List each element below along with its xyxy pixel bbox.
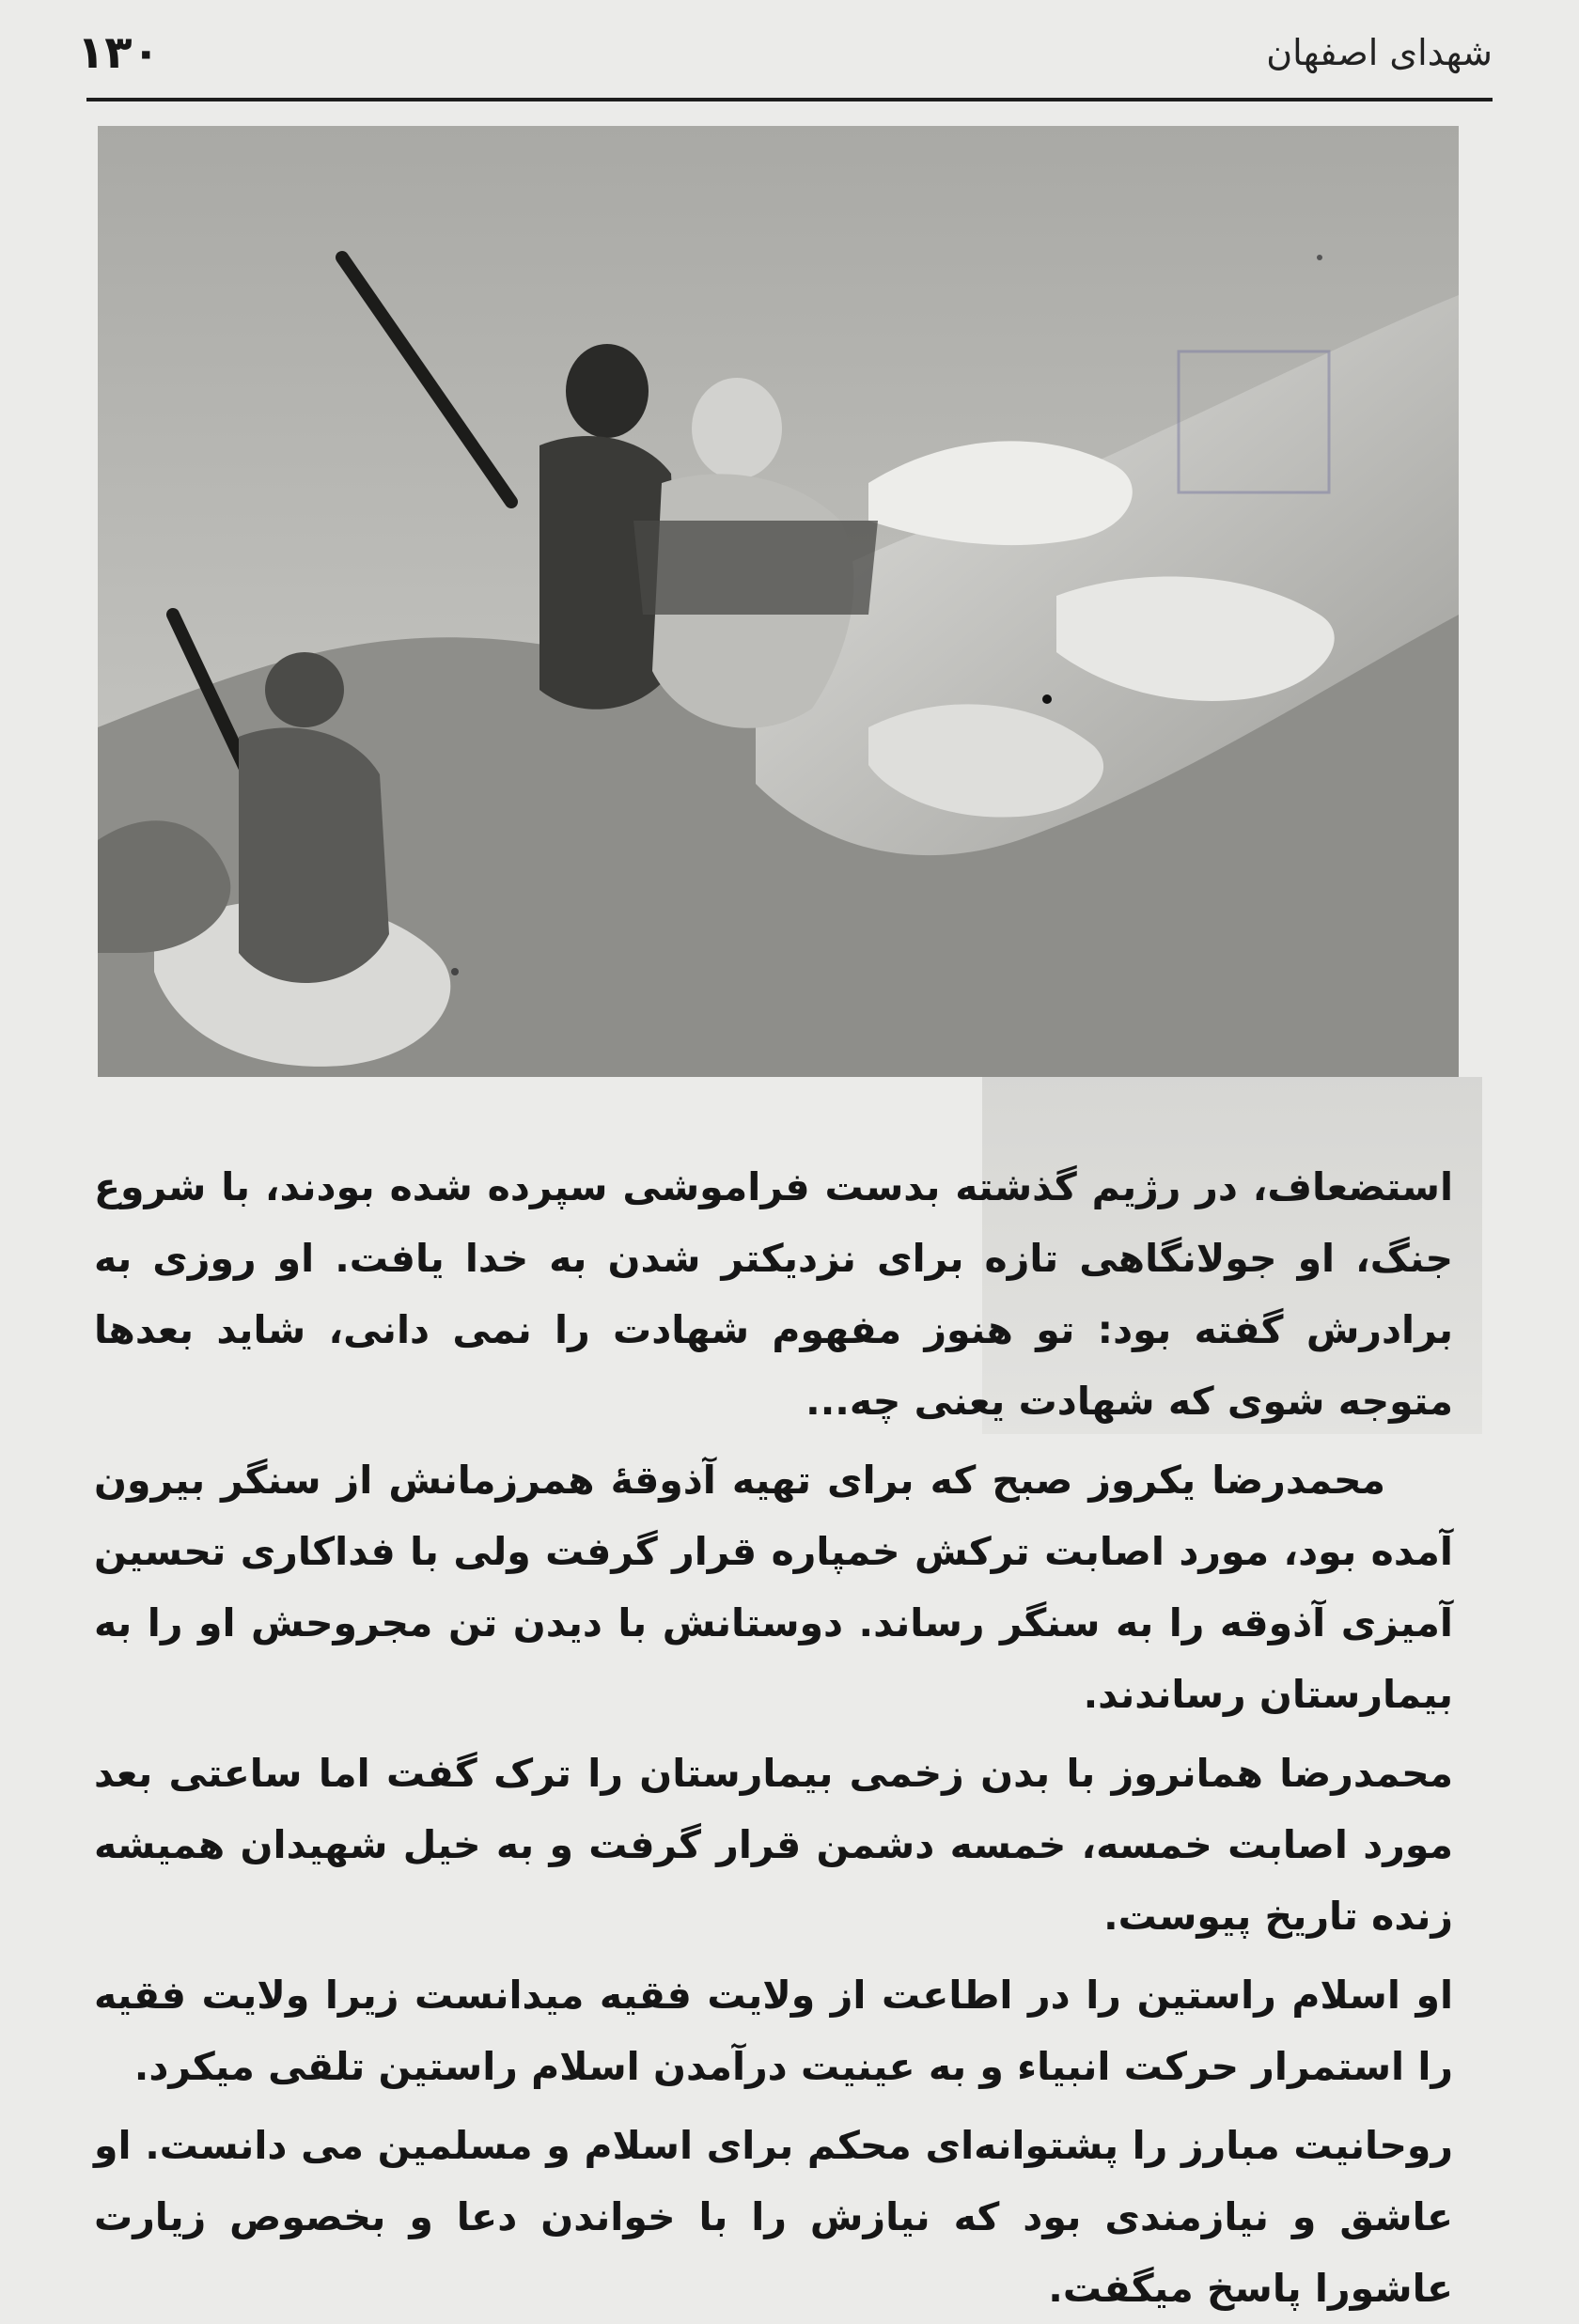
paragraph-1: استضعاف، در رژیم گذشته بدست فراموشی سپرده شده بودند، با شروع جنگ، او جولانگاهی تازه برای نزدیکتر شدن به خدا یافت. او روزی به برادرش گفته بود: تو هنوز مفهوم شهادت را نمی دانی، شاید بعدها متوجه شوی که شهادت یعنی چه... <box>94 1164 1453 1424</box>
page-number: ۱۳۰ <box>77 26 160 79</box>
paragraph-4: او اسلام راستین را در اطاعت از ولایت فقیه میدانست زیرا ولایت فقیه را استمرار حرکت انبیاء و به عینیت درآمدن اسلام راستین تلقی میکرد. <box>94 1973 1453 2089</box>
body-text <box>94 1151 1453 2324</box>
running-title: شهدای اصفهان <box>1266 32 1493 73</box>
paragraph-3: محمدرضا همانروز با بدن زخمی بیمارستان را ترک گفت اما ساعتی بعد مورد اصابت خمسه، خمسه دشمن قرار گرفت و به خیل شهیدان همیشه زنده تاریخ پیوست. <box>94 1751 1453 1939</box>
war-photograph <box>98 126 1459 1077</box>
paragraph-5: روحانیت مبارز را پشتوانه‌ای محکم برای اسلام و مسلمین می دانست. او عاشق و نیازمندی بود که نیازش را با خواندن دعا و بخصوص زیارت عاشورا پاسخ میگفت. <box>94 2123 1453 2311</box>
war-photograph-icon <box>98 126 1459 1077</box>
header-rule <box>86 98 1493 101</box>
paragraph-2: محمدرضا یکروز صبح که برای تهیه آذوقهٔ همرزمانش از سنگر بیرون آمده بود، مورد اصابت ترکش خمپاره قرار گرفت ولی با فداکاری تحسین آمیزی آذوقه را به سنگر رساند. دوستانش با دیدن تن مجروحش او را به بیمارستان رساندند. <box>94 1458 1453 1717</box>
